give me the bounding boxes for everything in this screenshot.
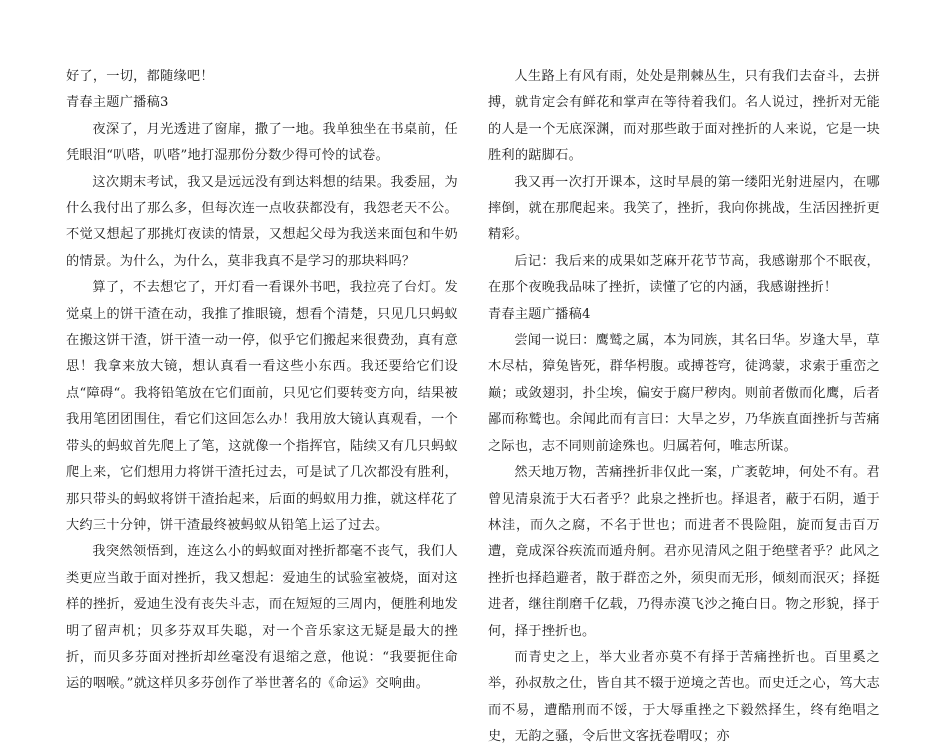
section-heading-4: 青春主题广播稿4 xyxy=(488,306,591,322)
paragraph: 这次期末考试，我又是远远没有到达料想的结果。我委屈，为什么我付出了那么多，但每次连一点收获都没有，我怨老天不公。不觉又想起了那挑灯夜读的情景，又想起父母为我送来面包和牛奶的情景。为什么，为什么，莫非我真不是学习的那块料吗？ xyxy=(66,174,458,269)
paragraph: 算了，不去想它了，开灯看一看课外书吧，我拉亮了台灯。发觉桌上的饼干渣在动，我推了推眼镜，想看个清楚，只见几只蚂蚁在搬这饼干渣，饼干渣一动一停，似乎它们搬起来很费劲，真有意思！我拿来放大镜，想认真看一看这些小东西。我还要给它们设点“障碍“。我将铅笔放在它们面前，只见它们要转变方向，结果被我用笔团团围住，看它们这回怎么办！我用放大镜认真观看，一个带头的蚂蚁首先爬上了笔，这就像一个指挥官，陆续又有几只蚂蚁爬上来，它们想用力将饼干渣托过去，可是试了几次都没有胜利，那只带头的蚂蚁将饼干渣抬起来，后面的蚂蚁用力推，就这样花了大约三十分钟，饼干渣最终被蚂蚁从铅笔上运了过去。 xyxy=(66,280,458,533)
right-column xyxy=(488,64,880,751)
closing-line: 好了，一切，都随缘吧！ xyxy=(66,69,214,84)
paragraph: 人生路上有风有雨，处处是荆棘丛生，只有我们去奋斗，去拼搏，就肯定会有鲜花和掌声在等待着我们。名人说过，挫折对无能的人是一个无底深渊，而对那些敢于面对挫折的人来说，它是一块胜利的踮脚石。 xyxy=(488,69,880,164)
paragraph: 然天地万物，苦痛挫折非仅此一案，广袤乾坤，何处不有。君曾见清泉流于大石者乎？此泉之挫折也。择退者，蔽于石阴，遁于林洼，而久之腐，不名于世也；而进者不畏险阻，旋而复击百万遭，竟成深谷疾流而遁舟舸。君亦见清风之阻于绝壁者乎？此风之挫折也择趋避者，散于群峦之外，须臾而无形，倾刻而泯灭；择挺进者，继往削磨千亿载，乃得赤漠飞沙之掩白日。物之形貌，择于何，择于挫折也。 xyxy=(488,465,880,639)
paragraph: 我突然领悟到，连这么小的蚂蚁面对挫折都毫不丧气，我们人类更应当敢于面对挫折，我又想起：爱迪生的试验室被烧，面对这样的挫折，爱迪生没有丧失斗志，而在短短的三周内，便胜利地发明了留声机；贝多芬双耳失聪，对一个音乐家这无疑是最大的挫折，而贝多芬面对挫折却丝毫没有退缩之意，他说：“我要扼住命运的咽喉。”就这样贝多芬创作了举世著名的《命运》交响曲。 xyxy=(66,544,458,692)
paragraph: 而青史之上，举大业者亦莫不有择于苦痛挫折也。百里奚之举，孙叔敖之仕，皆自其不辍于逆境之苦也。而史迁之心，笃大志而不易，遭酷刑而不馁，于大辱重挫之下毅然择生，终有绝唱之史，无韵之骚，令后世文客抚卷喟叹；亦 xyxy=(488,649,880,745)
left-column xyxy=(66,64,458,698)
postscript-paragraph: 后记：我后来的成果如芝麻开花节节高，我感谢那个不眠夜，在那个夜晚我品味了挫折，读懂了它的内涵，我感谢挫折！ xyxy=(488,253,880,296)
paragraph: 我又再一次打开课本，这时早晨的第一缕阳光射进屋内，在哪摔倒，就在那爬起来。我笑了，挫折，我向你挑战，生活因挫折更精彩。 xyxy=(488,174,880,243)
paragraph: 夜深了，月光透进了窗扉，撒了一地。我单独坐在书桌前，任凭眼泪“叭嗒，叭嗒”地打湿那份分数少得可怜的试卷。 xyxy=(66,121,458,164)
paragraph: 尝闻一说曰：鹰鹫之属，本为同族，其名曰华。岁逢大旱，草木尽枯，獐兔皆死，群华枵腹。或搏苍穹，徒鸿蒙，求索于重峦之巅；或敛翅羽，扑尘埃，偏安于腐尸秽肉。则前者傲而化鹰，后者鄙而称鹫也。余闻此而有言曰：大旱之岁，乃华族直面挫折与苦痛之际也，志不同则前途殊也。归属若何，唯志所谋。 xyxy=(488,333,880,454)
section-heading-3: 青春主题广播稿3 xyxy=(66,95,169,111)
